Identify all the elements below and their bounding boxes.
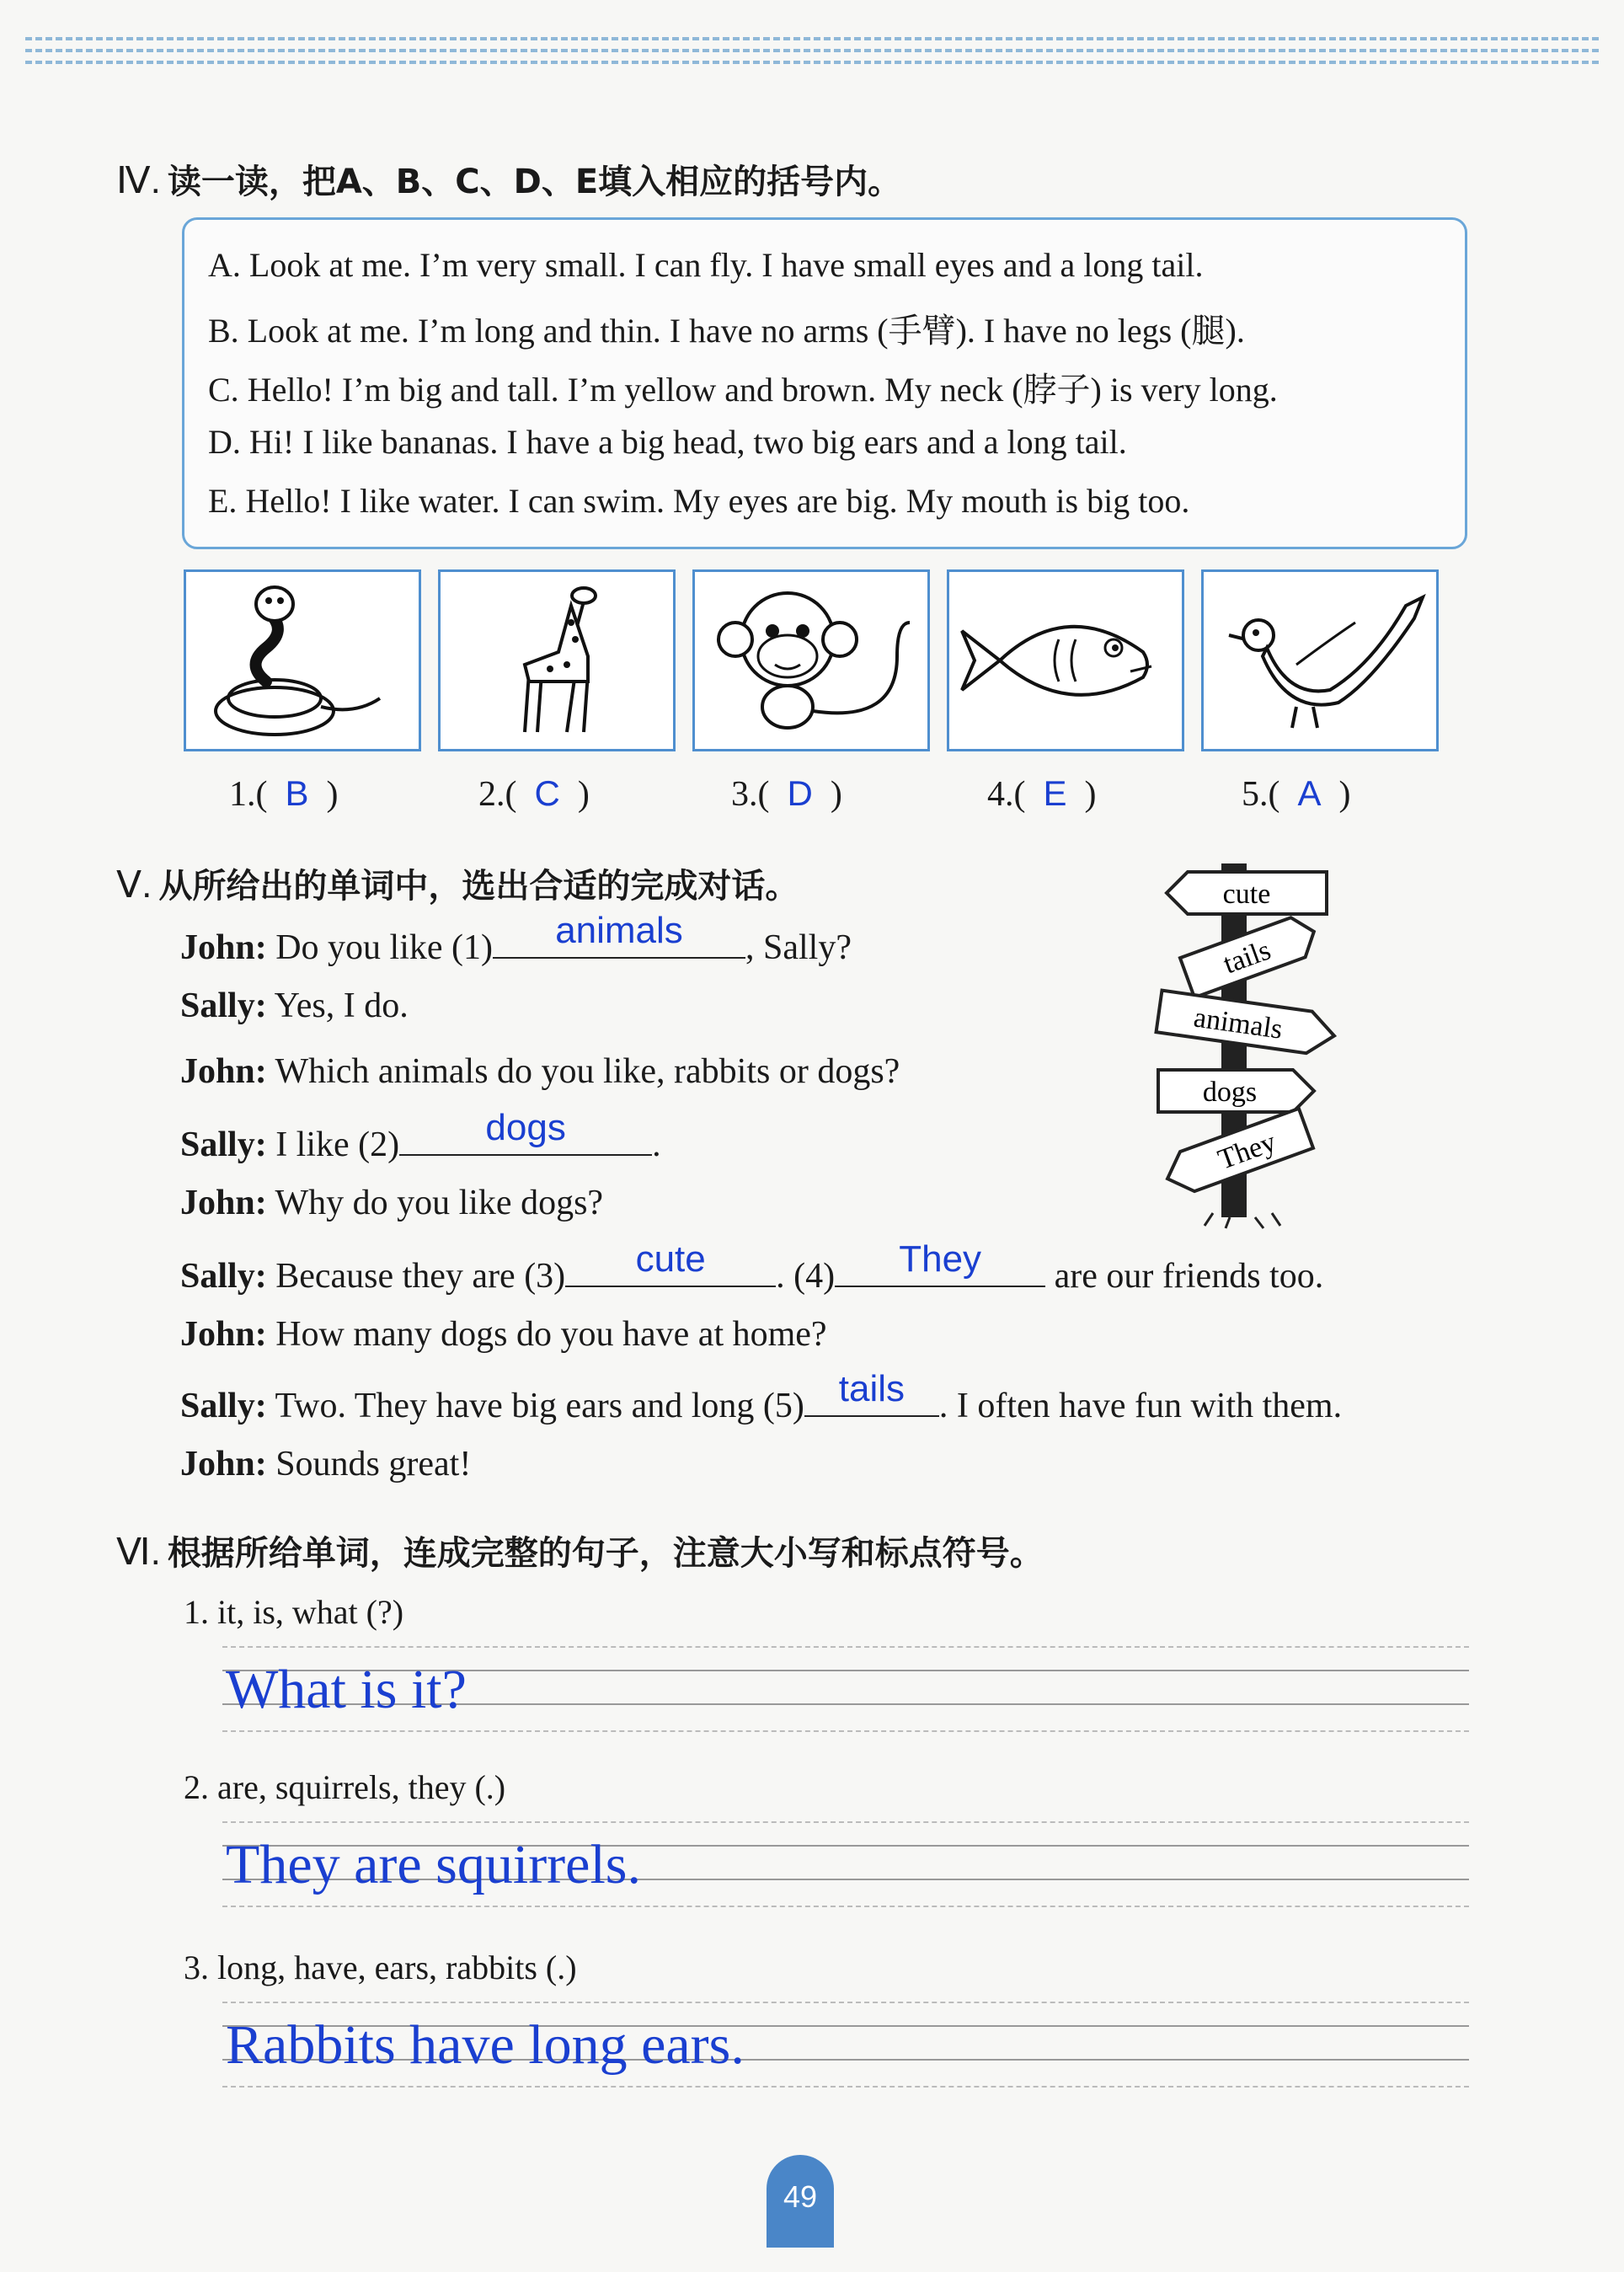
blank-1[interactable]: animals bbox=[493, 920, 745, 959]
answer-5: 5.( A ) bbox=[1242, 773, 1351, 814]
sentence-e: E. Hello! I like water. I can swim. My eyes are big. My mouth is big too. bbox=[208, 482, 1190, 520]
section-number: Ⅵ. bbox=[116, 1532, 161, 1573]
section-number: Ⅳ. bbox=[116, 160, 161, 201]
sentence-prompt-1: 1. it, is, what (?) bbox=[184, 1593, 404, 1631]
sentence-a: A. Look at me. I’m very small. I can fly. I have small eyes and a long tail. bbox=[208, 246, 1204, 284]
answer-3-value: D bbox=[787, 773, 813, 813]
written-answer-3: Rabbits have long ears. bbox=[226, 2014, 745, 2076]
section-number: Ⅴ. bbox=[116, 864, 152, 906]
writing-lines-3[interactable] bbox=[222, 1998, 1469, 2108]
signpost-word-dogs: dogs bbox=[1202, 1077, 1258, 1108]
written-answer-2: They are squirrels. bbox=[226, 1834, 641, 1895]
section-instruction: 根据所给单词，连成完整的句子，注意大小写和标点符号。 bbox=[167, 1534, 1044, 1573]
dialog-line-8: Sally: Two. They have big ears and long (5) tails . I often have fun with them. bbox=[180, 1368, 1343, 1425]
sentence-d: D. Hi! I like bananas. I have a big head, two big ears and a long tail. bbox=[208, 423, 1127, 461]
signpost-word-they: They bbox=[1214, 1126, 1280, 1176]
monkey-icon bbox=[695, 572, 927, 749]
signpost-word-cute: cute bbox=[1222, 879, 1271, 910]
answer-2-value: C bbox=[534, 773, 560, 813]
blank-5[interactable]: tails bbox=[804, 1378, 939, 1417]
blank-2[interactable]: dogs bbox=[399, 1117, 652, 1156]
dialog-line-3: John: Which animals do you like, rabbits or dogs? bbox=[180, 1052, 900, 1091]
answer-2: 2.( C ) bbox=[478, 773, 590, 814]
sentence-prompt-2: 2. are, squirrels, they (.) bbox=[184, 1768, 506, 1806]
section-5-title bbox=[116, 859, 799, 907]
monkey-picture bbox=[692, 569, 930, 751]
section-4-title bbox=[116, 155, 901, 203]
sentence-box bbox=[182, 217, 1467, 549]
sentence-b: B. Look at me. I’m long and thin. I have no arms (手臂). I have no legs (腿). bbox=[208, 312, 1245, 350]
snake-icon bbox=[186, 572, 419, 749]
giraffe-icon bbox=[441, 572, 673, 749]
bird-picture bbox=[1201, 569, 1439, 751]
dialog-line-9: John: Sounds great! bbox=[180, 1445, 472, 1483]
blank-4[interactable]: They bbox=[835, 1248, 1045, 1287]
writing-lines-2[interactable] bbox=[222, 1818, 1469, 1927]
top-border-dashes bbox=[25, 37, 1599, 40]
dialog-line-6: Sally: Because they are (3) cute . (4) They are our friends too. bbox=[180, 1238, 1324, 1296]
sentence-c: C. Hello! I’m big and tall. I’m yellow and brown. My neck (脖子) is very long. bbox=[208, 371, 1278, 409]
dialog-line-4: Sally: I like (2) dogs . bbox=[180, 1107, 661, 1164]
answer-4: 4.( E ) bbox=[987, 773, 1097, 814]
dialog-line-1: John: Do you like (1) animals , Sally? bbox=[180, 910, 852, 967]
section-instruction: 从所给出的单词中，选出合适的完成对话。 bbox=[158, 867, 799, 906]
fish-icon bbox=[949, 572, 1182, 749]
blank-3[interactable]: cute bbox=[565, 1248, 776, 1287]
signpost-word-animals: animals bbox=[1191, 1002, 1285, 1045]
word-signpost bbox=[1154, 859, 1348, 1230]
page-number: 49 bbox=[767, 2155, 834, 2248]
bird-icon bbox=[1204, 572, 1436, 749]
top-border-dashes bbox=[25, 49, 1599, 52]
top-border-dashes bbox=[25, 61, 1599, 64]
fish-picture bbox=[947, 569, 1184, 751]
answer-5-value: A bbox=[1297, 773, 1322, 813]
section-6-title bbox=[116, 1526, 1044, 1574]
dialog-line-5: John: Why do you like dogs? bbox=[180, 1184, 604, 1222]
giraffe-picture bbox=[438, 569, 676, 751]
answer-3: 3.( D ) bbox=[731, 773, 842, 814]
written-answer-1: What is it? bbox=[226, 1659, 467, 1720]
sentence-prompt-3: 3. long, have, ears, rabbits (.) bbox=[184, 1949, 577, 1986]
writing-lines-1[interactable] bbox=[222, 1643, 1469, 1752]
answer-1: 1.( B ) bbox=[229, 773, 339, 814]
dialog-line-7: John: How many dogs do you have at home? bbox=[180, 1315, 827, 1354]
section-instruction: 读一读，把A、B、C、D、E填入相应的括号内。 bbox=[167, 163, 902, 201]
answer-1-value: B bbox=[285, 773, 309, 813]
snake-picture bbox=[184, 569, 421, 751]
answer-4-value: E bbox=[1043, 773, 1067, 813]
dialog-line-2: Sally: Yes, I do. bbox=[180, 986, 409, 1025]
signpost-word-tails: tails bbox=[1219, 934, 1275, 981]
